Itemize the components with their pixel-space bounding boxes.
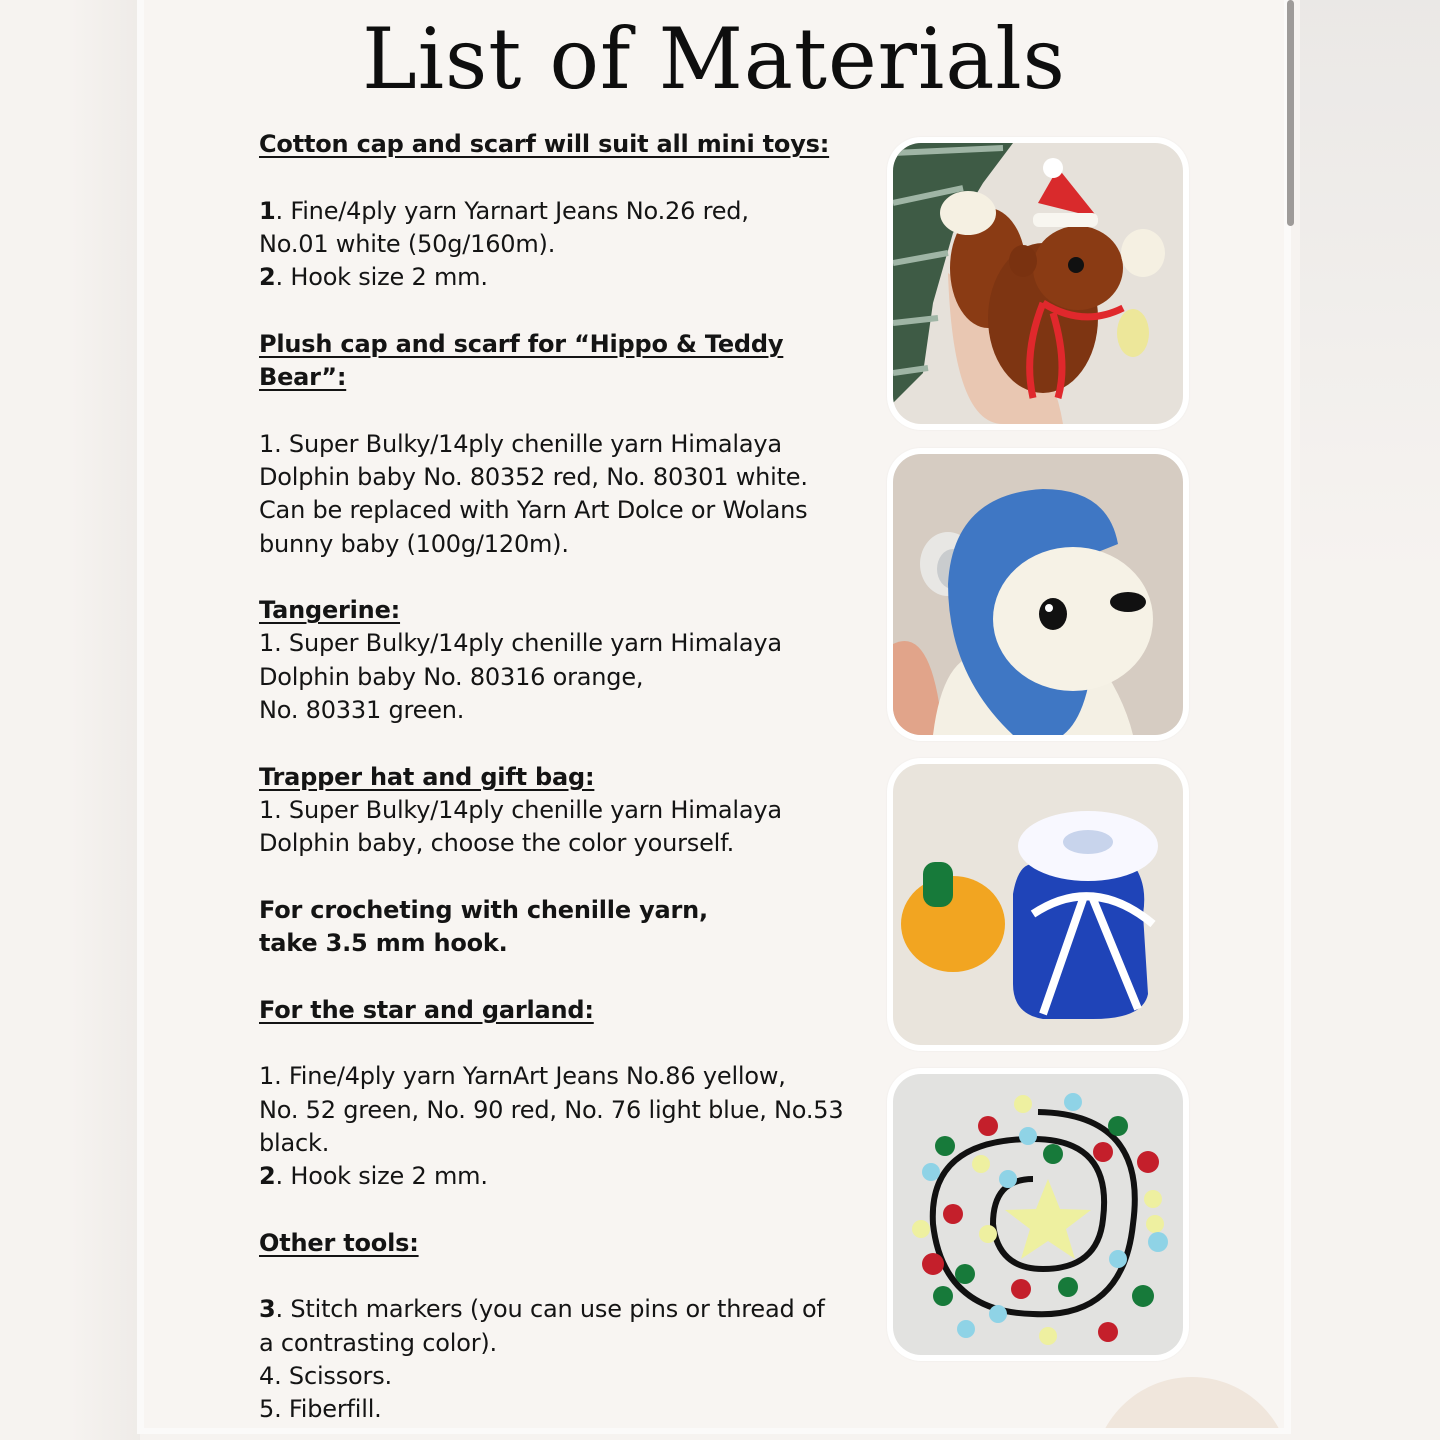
- list-item-continuation: No.01 white (50g/160m).: [259, 229, 556, 258]
- photo-tangerine-gift-bag: [887, 758, 1189, 1051]
- background-shadow-left: [70, 0, 140, 1440]
- scrollbar-thumb[interactable]: [1287, 0, 1294, 226]
- page-title: List of Materials: [362, 10, 1066, 108]
- list-item-continuation: Dolphin baby, choose the color yourself.: [259, 829, 735, 858]
- list-item: 2. Hook size 2 mm.: [259, 263, 488, 292]
- document-page: [137, 0, 1291, 1434]
- garland-illustration: [893, 1074, 1183, 1355]
- tangerine-bag-illustration: [893, 764, 1183, 1045]
- list-item-continuation: bunny baby (100g/120m).: [259, 529, 569, 558]
- list-item: 2. Hook size 2 mm.: [259, 1162, 488, 1191]
- section-heading-cotton: Cotton cap and scarf will suit all mini toys:: [259, 130, 830, 158]
- photo-trapper-hat-dog: [887, 448, 1189, 741]
- list-item-continuation: No. 52 green, No. 90 red, No. 76 light blue, No.53: [259, 1095, 844, 1124]
- list-item: 5. Fiberfill.: [259, 1395, 382, 1424]
- hook-note: take 3.5 mm hook.: [259, 929, 508, 958]
- list-item: 4. Scissors.: [259, 1361, 392, 1390]
- list-item: 3. Stitch markers (you can use pins or thread of: [259, 1295, 825, 1324]
- section-heading-plush: Plush cap and scarf for “Hippo & Teddy Bear”:: [259, 329, 784, 392]
- section-heading-other-tools: Other tools:: [259, 1228, 419, 1257]
- squirrel-illustration: [893, 143, 1183, 424]
- background-shadow-right: [1300, 0, 1440, 1440]
- materials-list: [259, 128, 869, 1427]
- list-item-continuation: Dolphin baby No. 80316 orange,: [259, 662, 644, 691]
- list-item-continuation: black.: [259, 1128, 330, 1157]
- list-item-continuation: No. 80331 green.: [259, 696, 465, 725]
- list-item-continuation: Can be replaced with Yarn Art Dolce or Wolans: [259, 496, 808, 525]
- list-item: 1. Super Bulky/14ply chenille yarn Himalaya: [259, 795, 782, 824]
- hook-note: For crocheting with chenille yarn,: [259, 895, 708, 924]
- section-heading-trapper: Trapper hat and gift bag:: [259, 762, 595, 791]
- decorative-circle: [1093, 1377, 1291, 1434]
- photo-squirrel: [887, 137, 1189, 430]
- list-item-continuation: a contrasting color).: [259, 1328, 497, 1357]
- list-item-continuation: Dolphin baby No. 80352 red, No. 80301 white.: [259, 462, 808, 491]
- section-heading-star-garland: For the star and garland:: [259, 995, 594, 1024]
- dog-illustration: [893, 454, 1183, 735]
- list-item: 1. Super Bulky/14ply chenille yarn Himalaya: [259, 429, 782, 458]
- list-item: 1. Fine/4ply yarn YarnArt Jeans No.86 yellow,: [259, 1062, 786, 1091]
- list-item: 1. Super Bulky/14ply chenille yarn Himalaya: [259, 629, 782, 658]
- section-heading-tangerine: Tangerine:: [259, 596, 401, 625]
- photo-star-garland: [887, 1068, 1189, 1361]
- list-item: 1. Fine/4ply yarn Yarnart Jeans No.26 red,: [259, 196, 749, 225]
